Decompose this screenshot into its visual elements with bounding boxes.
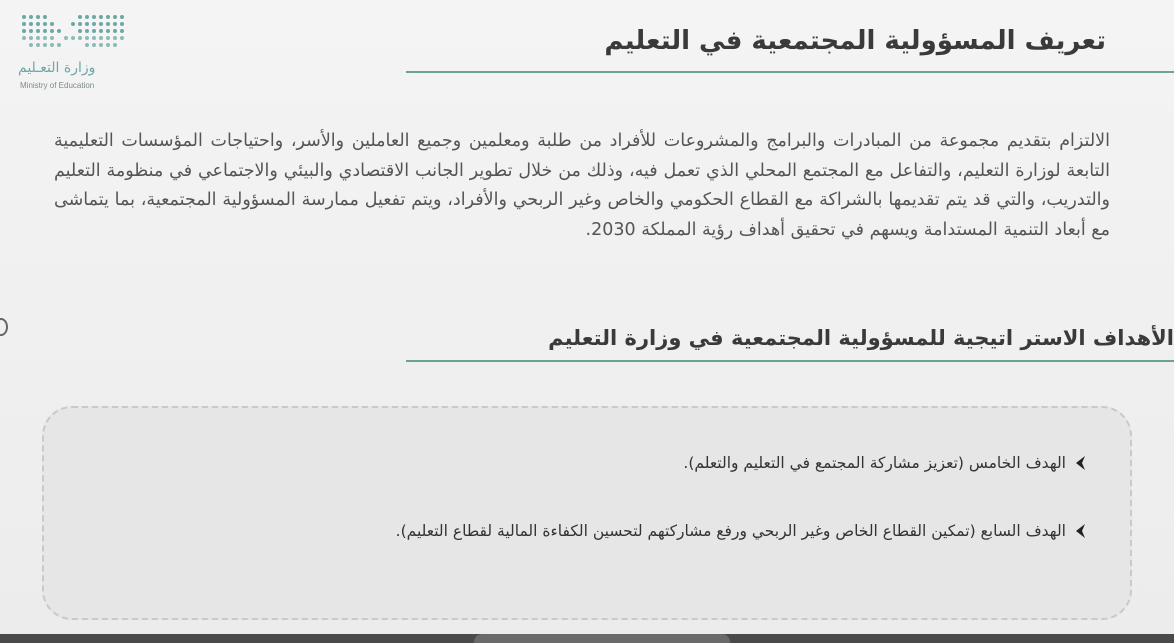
bottom-pill xyxy=(474,634,730,643)
logo-name-arabic: وزارة التعـليم xyxy=(18,60,96,76)
title-divider xyxy=(406,71,1174,73)
goal-text: الهدف السابع (تمكين القطاع الخاص وغير الربحي ورفع مشاركتهم لتحسين الكفاءة المالية لقطاع التعليم). xyxy=(395,522,1066,540)
chevron-left-icon xyxy=(1072,522,1088,540)
chevron-left-icon xyxy=(1072,454,1088,472)
edge-marker xyxy=(0,318,8,336)
logo-name-english: Ministry of Education xyxy=(20,81,95,90)
goal-text: الهدف الخامس (تعزيز مشاركة المجتمع في التعليم والتعلم). xyxy=(683,454,1066,472)
definition-paragraph: الالتزام بتقديم مجموعة من المبادرات والبرامج والمشروعات للأفراد من طلبة ومعلمين وجميع العاملين والأسر، واحتياجات المؤسسات التعليمية التابعة لوزارة التعليم، والتفاعل مع المجتمع المحلي الذي تعمل فيه، وذلك من خلال تطوير الجانب الاقتصادي والبيئي والاجتماعي في منظومة التعليم والتدريب، والتي قد يتم تقديمها بالشراكة مع القطاع الحكومي والخاص وغير الربحي والأفراد، ويتم تفعيل ممارسة المسؤولية المجتمعية، بما يتماشى مع أبعاد التنمية المستدامة ويسهم في تحقيق أهداف رؤية المملكة 2030. xyxy=(54,131,1110,240)
goal-item-seventh xyxy=(396,522,1088,540)
page-title: تعريف المسؤولية المجتمعية في التعليم xyxy=(604,26,1106,56)
goal-item-fifth xyxy=(683,454,1088,472)
goals-heading: الأهداف الاستر اتيجية للمسؤولية المجتمعية في وزارة التعليم xyxy=(548,326,1174,350)
goals-box xyxy=(42,406,1132,620)
goals-divider xyxy=(406,360,1174,362)
ministry-logo xyxy=(14,10,134,90)
dot-grid-logo-icon xyxy=(20,12,126,56)
